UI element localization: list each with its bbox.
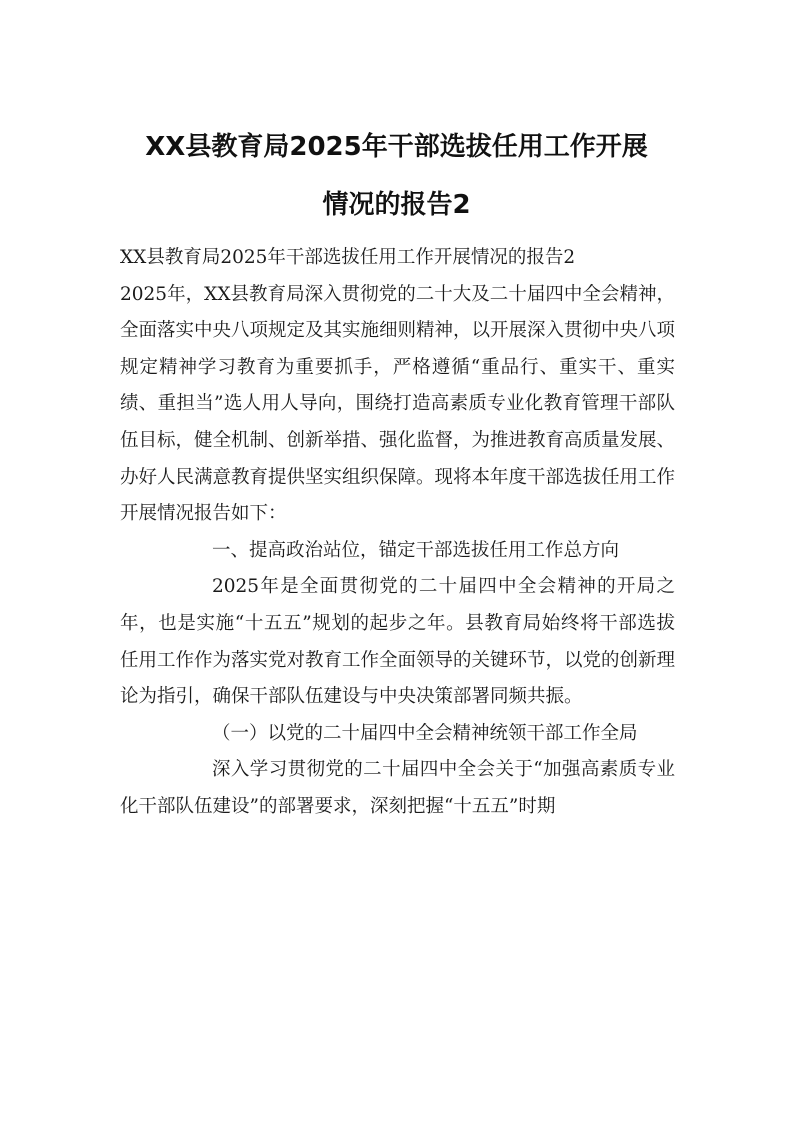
paragraph-subsection-1: 深入学习贯彻党的二十届四中全会关于“加强高素质专业化干部队伍建设”的部署要求，深刻把握“十五五”时期 (120, 759, 675, 817)
document-body (120, 240, 675, 826)
paragraph-heading-repeat: XX县教育局2025年干部选拔任用工作开展情况的报告2 (120, 247, 576, 268)
paragraph-section-1: 2025年是全面贯彻党的二十届四中全会精神的开局之年，也是实施“十五五”规划的起步之年。县教育局始终将干部选拔任用工作作为落实党对教育工作全面领导的关键环节，以党的创新理论为指引，确保干部队伍建设与中央决策部署同频共振。 (120, 576, 676, 708)
title-line-1: XX县教育局2025年干部选拔任用工作开展 (145, 132, 648, 162)
section-heading-1: 一、提高政治站位，锚定干部选拔任用工作总方向 (212, 539, 620, 561)
document-title (100, 118, 693, 234)
subsection-heading-1: （一）以党的二十届四中全会精神统领干部工作全局 (212, 722, 638, 744)
title-line-2: 情况的报告2 (322, 190, 471, 220)
paragraph-intro: 2025年，XX县教育局深入贯彻党的二十大及二十届四中全会精神，全面落实中央八项规定及其实施细则精神，以开展深入贯彻中央八项规定精神学习教育为重要抓手，严格遵循“重品行、重实干、重实绩、重担当”选人用人导向，围绕打造高素质专业化教育管理干部队伍目标，健全机制、创新举措、强化监督，为推进教育高质量发展、办好人民满意教育提供坚实组织保障。现将本年度干部选拔任用工作开展情况报告如下： (120, 283, 676, 525)
